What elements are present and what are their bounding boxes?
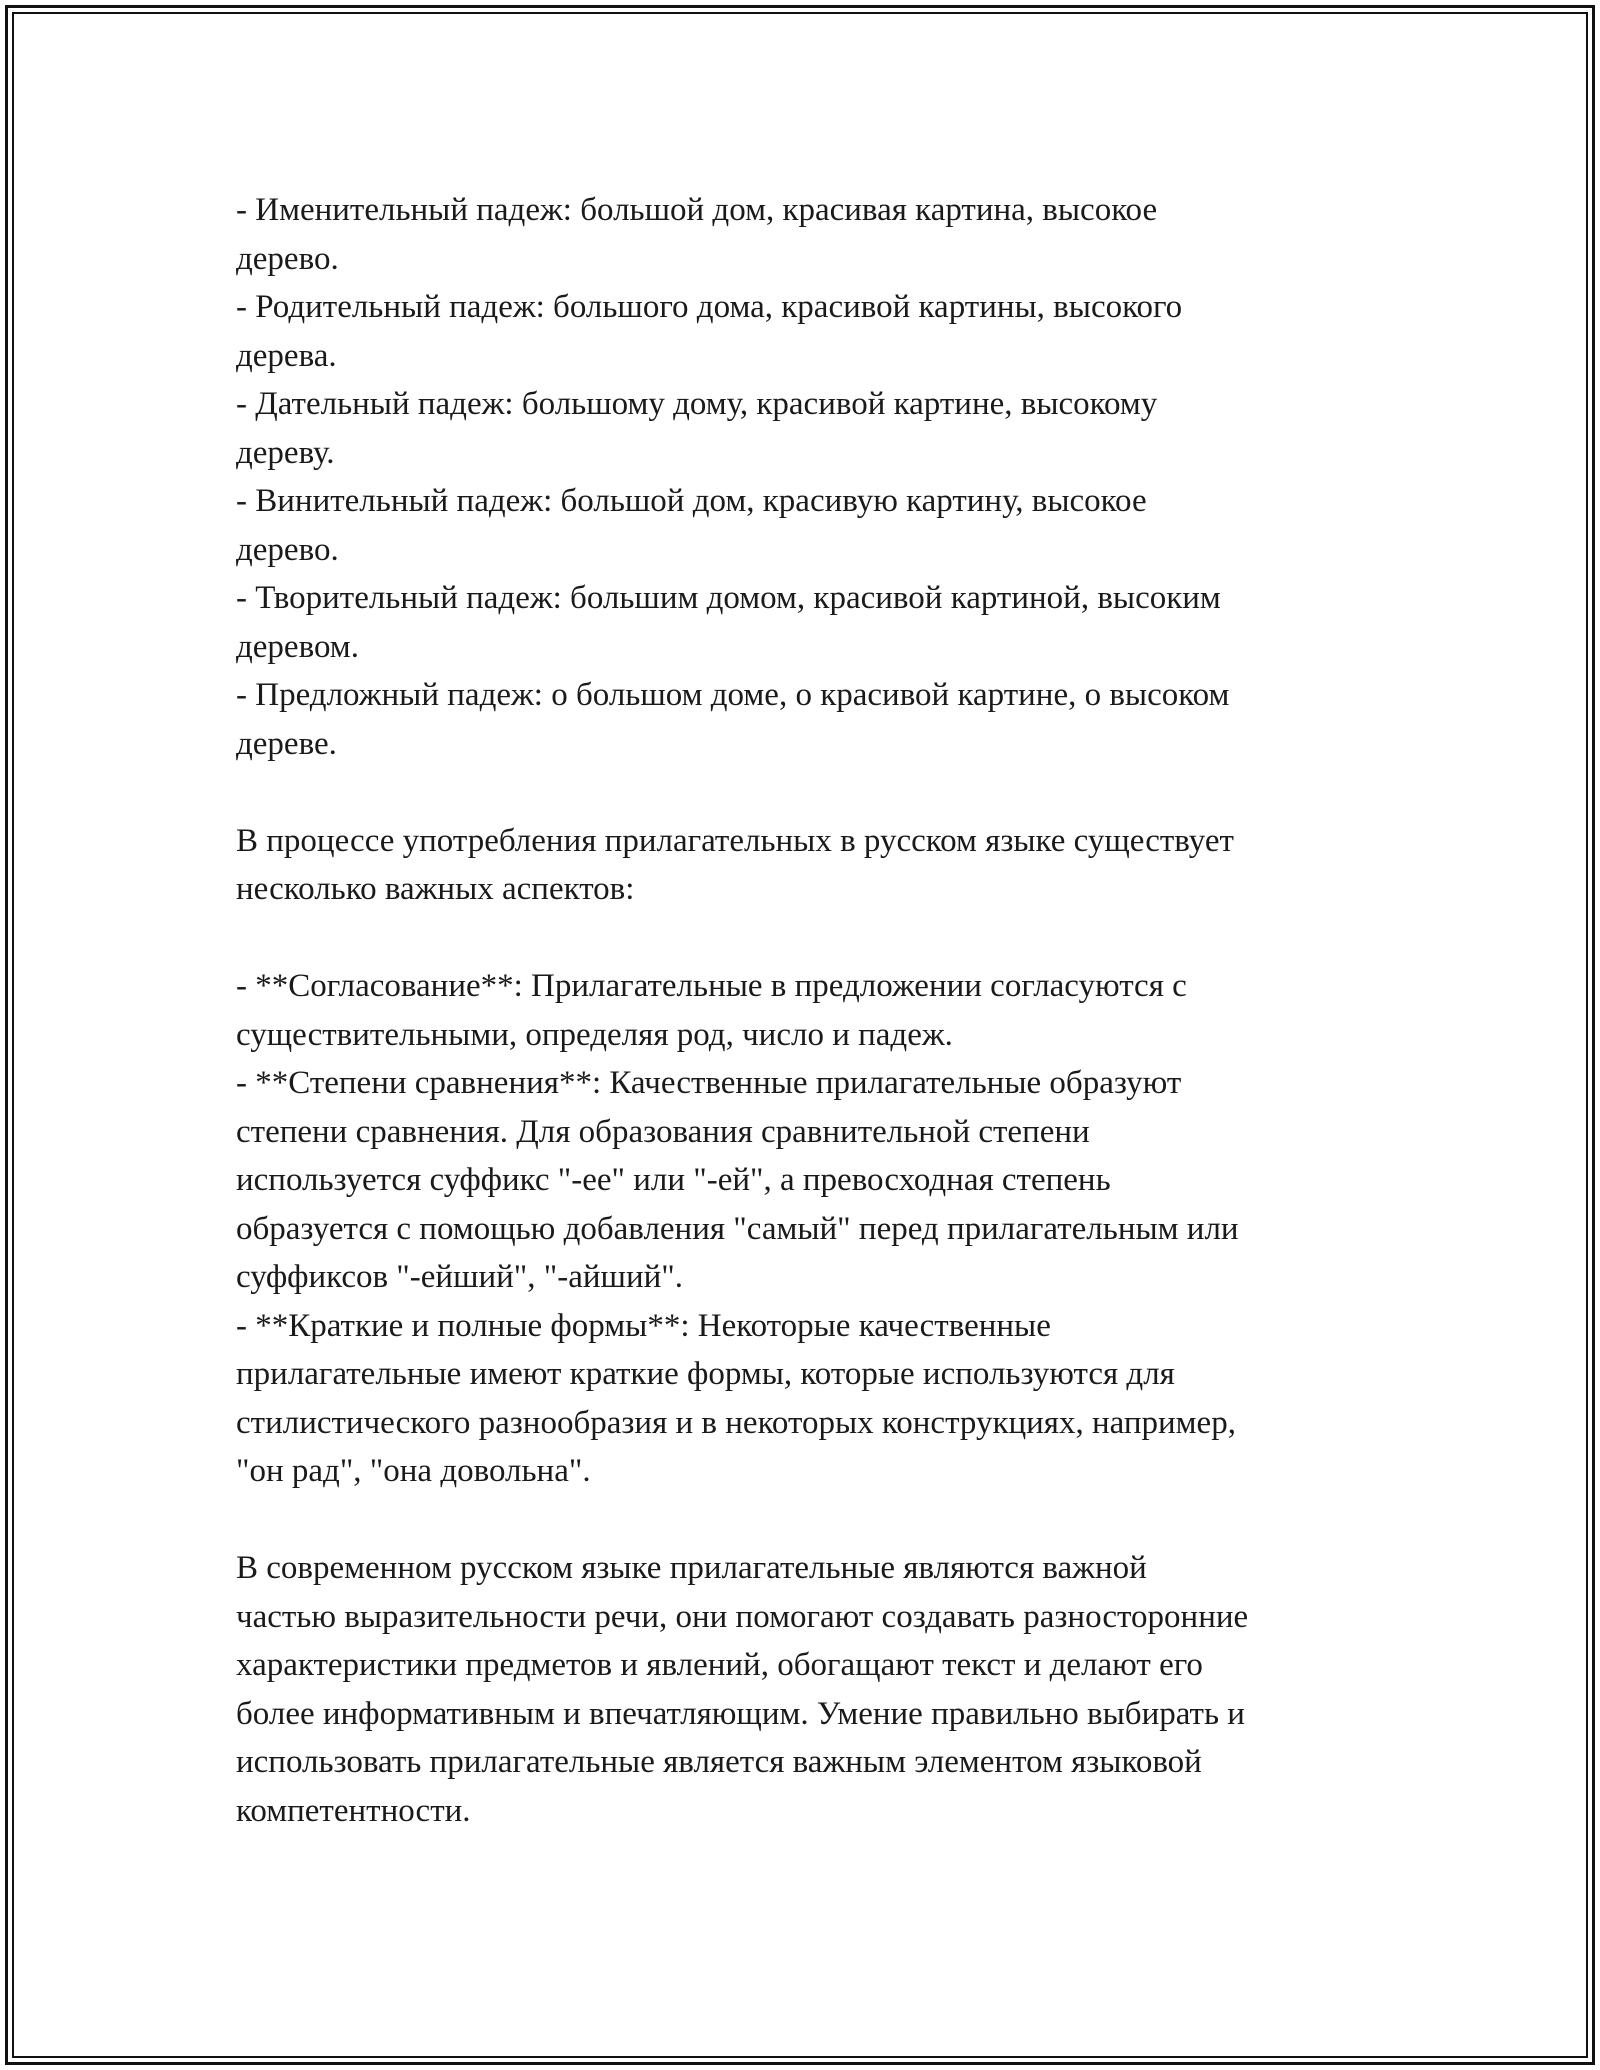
text-line: дерева. <box>236 337 337 374</box>
text-line: дереву. <box>236 434 335 471</box>
text-line: В процессе употребления прилагательных в русском языке существует <box>236 822 1234 859</box>
paragraph-intro-aspects <box>236 817 1396 914</box>
text-line: - Именительный падеж: большой дом, красивая картина, высокое <box>236 192 1158 228</box>
text-line: частью выразительности речи, они помогают создавать разносторонние <box>236 1598 1249 1635</box>
text-line: - Родительный падеж: большого дома, красивой картины, высокого <box>236 289 1183 325</box>
text-line: - Творительный падеж: большим домом, красивой картиной, высоким <box>236 580 1221 616</box>
text-line: - **Степени сравнения**: Качественные прилагательные образуют <box>236 1065 1182 1101</box>
text-line: использовать прилагательные является важным элементом языковой <box>236 1744 1202 1780</box>
text-line: - Винительный падеж: большой дом, красивую картину, высокое <box>236 483 1147 519</box>
paragraph-aspects-list <box>236 962 1396 1496</box>
text-line: дерево. <box>236 531 339 568</box>
text-line: компетентности. <box>236 1792 471 1829</box>
text-line: деревом. <box>236 628 359 665</box>
document-body <box>236 186 1396 1835</box>
text-line: - **Согласование**: Прилагательные в предложении согласуются с <box>236 968 1187 1004</box>
text-line: - Дательный падеж: большому дому, красивой картине, высокому <box>236 386 1158 422</box>
text-line: стилистического разнообразия и в некоторых конструкциях, например, <box>236 1404 1236 1441</box>
paragraph-case-examples <box>236 186 1396 768</box>
text-line: несколько важных аспектов: <box>236 871 635 907</box>
text-line: "он рад", "она довольна". <box>236 1453 591 1489</box>
text-line: более информативным и впечатляющим. Умение правильно выбирать и <box>236 1695 1245 1732</box>
text-line: - Предложный падеж: о большом доме, о красивой картине, о высоком <box>236 677 1230 713</box>
text-line: характеристики предметов и явлений, обогащают текст и делают его <box>236 1647 1203 1683</box>
text-line: суффиксов "-ейший", "-айший". <box>236 1259 683 1295</box>
text-line: образуется с помощью добавления "самый" перед прилагательным или <box>236 1210 1239 1247</box>
paragraph-conclusion <box>236 1544 1396 1835</box>
text-line: дерево. <box>236 240 339 277</box>
text-line: используется суффикс "-ее" или "-ей", а превосходная степень <box>236 1162 1111 1198</box>
text-line: В современном русском языке прилагательные являются важной <box>236 1550 1147 1586</box>
text-line: - **Краткие и полные формы**: Некоторые качественные <box>236 1307 1051 1344</box>
text-line: степени сравнения. Для образования сравнительной степени <box>236 1113 1090 1150</box>
text-line: существительными, определяя род, число и падеж. <box>236 1016 953 1053</box>
text-line: дереве. <box>236 725 337 762</box>
text-line: прилагательные имеют краткие формы, которые используются для <box>236 1356 1175 1392</box>
